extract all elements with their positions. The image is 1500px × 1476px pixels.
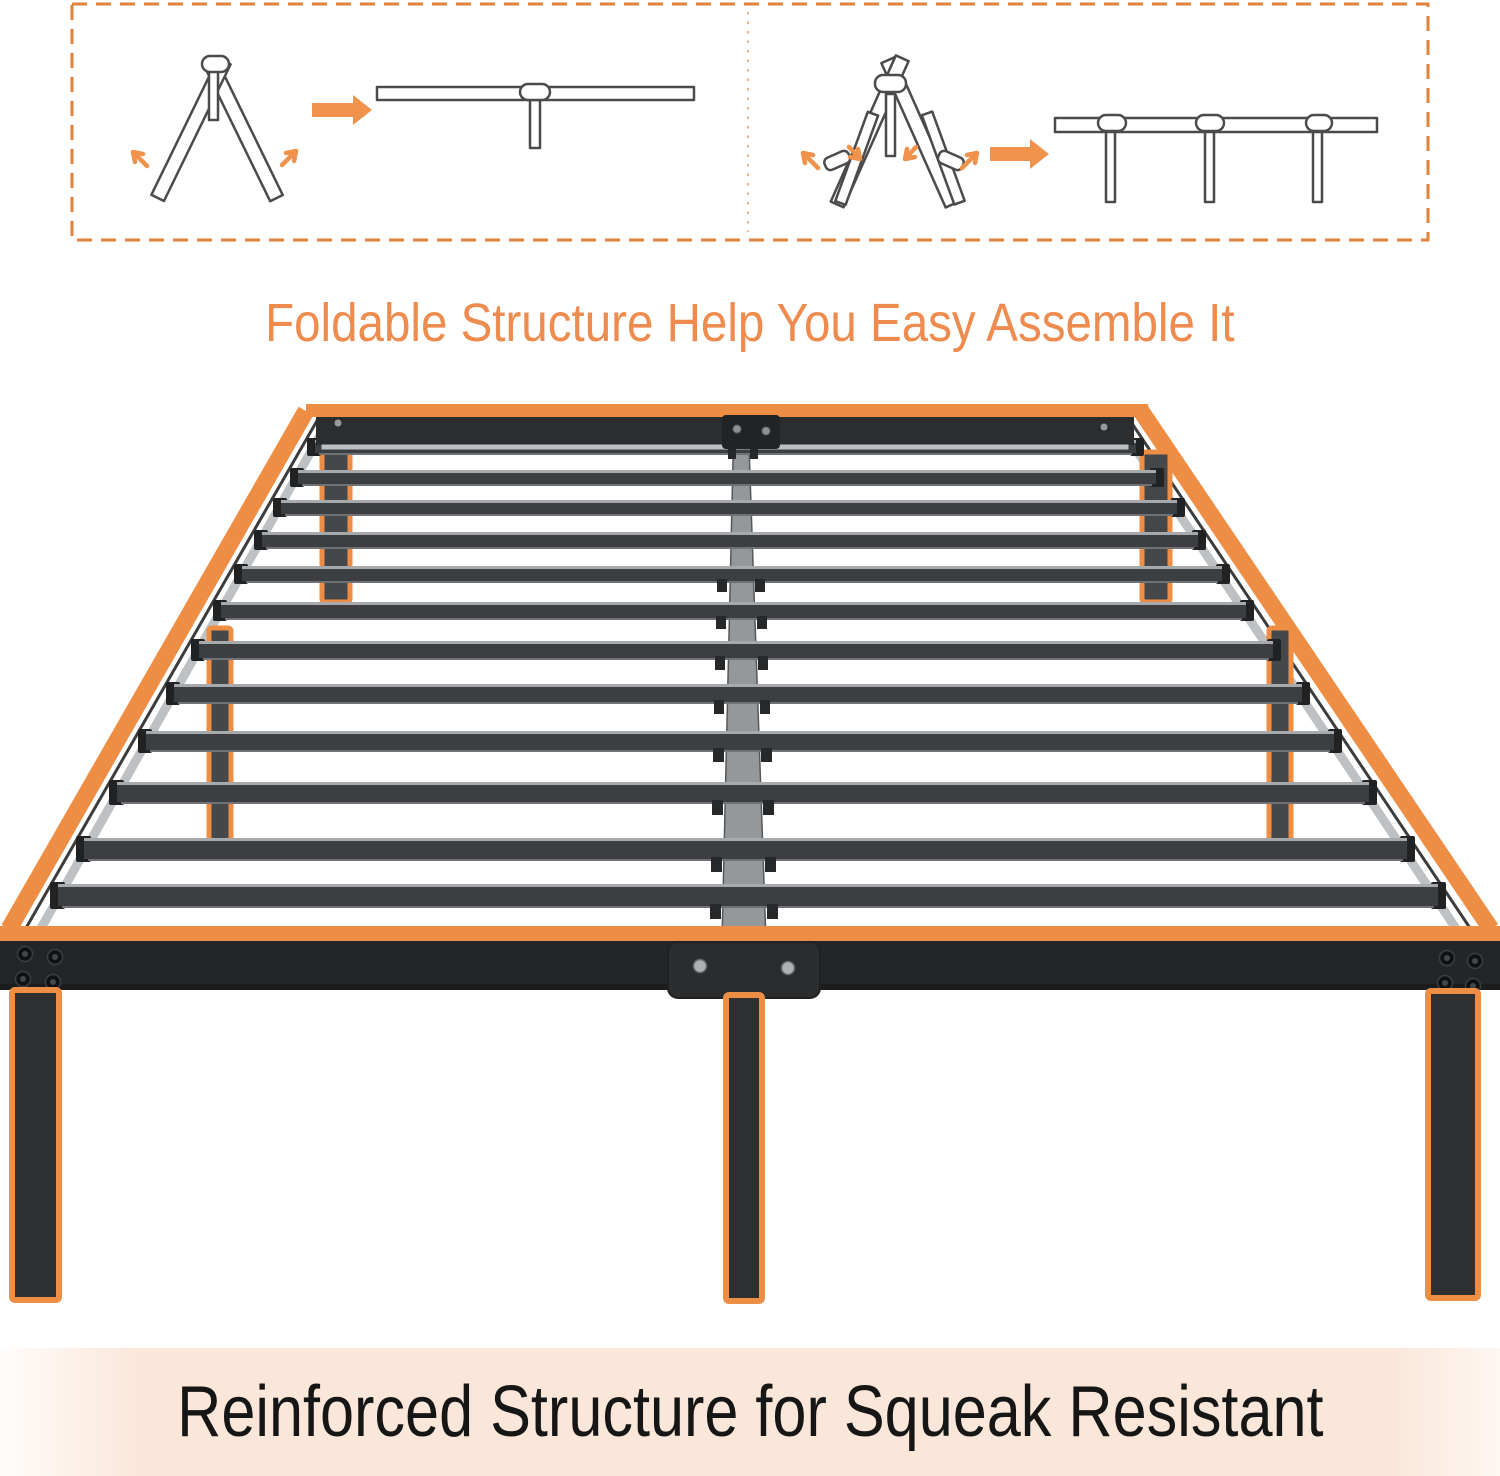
center-rail — [722, 417, 766, 941]
front-right-leg — [1428, 991, 1478, 1298]
bed-slat — [290, 468, 1164, 487]
banner-text: Reinforced Structure for Squeak Resistant — [176, 1372, 1324, 1452]
unfold-arrow-icon — [803, 153, 818, 168]
front-left-leg — [12, 990, 59, 1300]
unfolded-slat-with-leg-diagram — [377, 84, 694, 148]
screw-icon — [694, 960, 707, 973]
front-center-leg — [726, 995, 762, 1301]
bed-slat — [273, 498, 1185, 517]
unfolded-slat-with-three-legs-diagram — [1055, 115, 1377, 202]
bed-slat — [254, 530, 1206, 550]
folded-frame-diagram — [133, 56, 296, 201]
front-rail — [0, 926, 1500, 998]
front-legs — [12, 990, 1478, 1301]
screw-icon — [782, 962, 795, 975]
folded-frame-with-fold-out-legs-diagram — [803, 55, 977, 207]
right-arrow-icon — [990, 139, 1049, 169]
assembly-instructions-panel — [72, 4, 1428, 240]
unfold-arrow-icon — [133, 152, 147, 166]
feature-heading-text: Foldable Structure Help You Easy Assemble It — [265, 293, 1235, 353]
unfold-arrow-icon — [282, 151, 296, 165]
feature-heading — [0, 292, 1500, 354]
rear-center-connector — [722, 415, 780, 449]
right-arrow-icon — [312, 95, 372, 125]
front-center-plate — [668, 942, 820, 998]
unfold-arrow-icon — [905, 147, 916, 159]
bottom-banner — [0, 1348, 1500, 1476]
bed-frame-illustration — [0, 404, 1500, 1301]
